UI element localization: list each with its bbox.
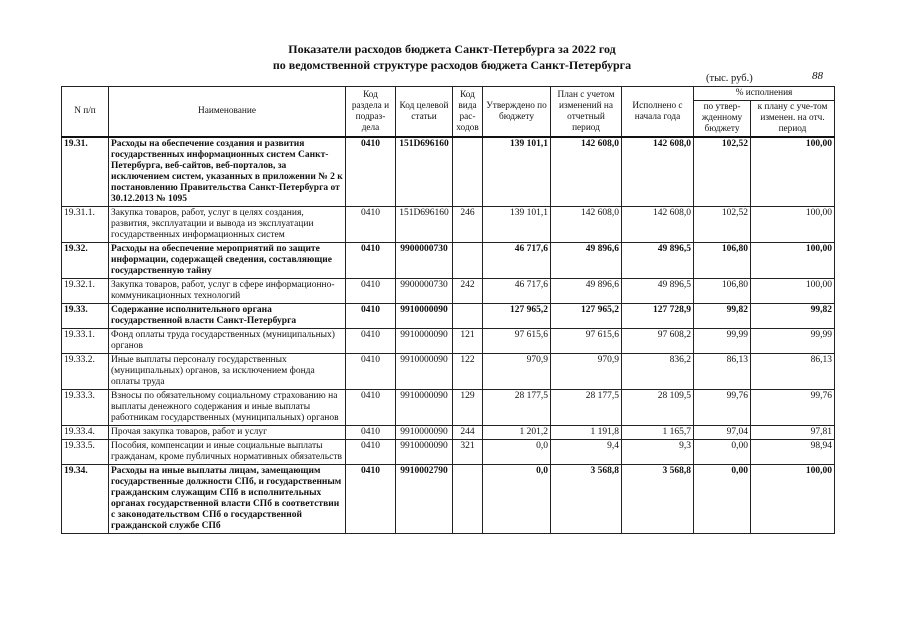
row-plan: 9,4 xyxy=(551,440,622,465)
row-num: 19.32. xyxy=(62,243,109,279)
row-name: Прочая закупка товаров, работ и услуг xyxy=(109,426,346,440)
header-name: Наименование xyxy=(109,87,346,138)
row-executed: 1 165,7 xyxy=(622,426,694,440)
row-kind-code: 242 xyxy=(453,279,483,304)
row-section-code: 0410 xyxy=(346,465,396,534)
row-num: 19.33.4. xyxy=(62,426,109,440)
row-approved: 127 965,2 xyxy=(483,304,551,329)
row-section-code: 0410 xyxy=(346,137,396,207)
row-num: 19.33.5. xyxy=(62,440,109,465)
row-executed: 28 109,5 xyxy=(622,390,694,426)
row-pct-budget: 102,52 xyxy=(694,207,751,243)
row-target-code: 9910000090 xyxy=(396,426,453,440)
row-section-code: 0410 xyxy=(346,390,396,426)
row-section-code: 0410 xyxy=(346,440,396,465)
row-executed: 3 568,8 xyxy=(622,465,694,534)
row-pct-budget: 0,00 xyxy=(694,440,751,465)
row-target-code: 9910000090 xyxy=(396,329,453,354)
row-pct-budget: 0,00 xyxy=(694,465,751,534)
row-section-code: 0410 xyxy=(346,426,396,440)
row-plan: 142 608,0 xyxy=(551,207,622,243)
row-pct-plan: 100,00 xyxy=(751,243,835,279)
row-pct-plan: 99,82 xyxy=(751,304,835,329)
row-executed: 836,2 xyxy=(622,354,694,390)
header-section: Код раздела и подраз-дела xyxy=(346,87,396,138)
table-row xyxy=(62,354,835,390)
row-num: 19.31.1. xyxy=(62,207,109,243)
row-target-code: 9910002790 xyxy=(396,465,453,534)
row-pct-plan: 99,76 xyxy=(751,390,835,426)
row-plan: 49 896,6 xyxy=(551,243,622,279)
header-plan: План с учетом изменений на отчетный период xyxy=(551,87,622,138)
header-pct-budget: по утвер-жденному бюджету xyxy=(694,101,751,138)
units-label: (тыс. руб.) xyxy=(706,73,753,84)
row-name: Расходы на обеспечение создания и развития государственных информационных систем Санкт-Петербурга, веб-сайтов, веб-порталов, за исключением систем, указанных в приложении № 2 к постановлению Правительства Санкт-Петербурга от 30.12.2013 № 1095 xyxy=(109,137,346,207)
row-target-code: 151D696160 xyxy=(396,137,453,207)
row-pct-plan: 100,00 xyxy=(751,279,835,304)
row-pct-budget: 99,76 xyxy=(694,390,751,426)
table-row xyxy=(62,440,835,465)
row-name: Расходы на обеспечение мероприятий по защите информации, содержащей сведения, составляющие государственную тайну xyxy=(109,243,346,279)
table-body xyxy=(62,137,835,534)
row-approved: 0,0 xyxy=(483,440,551,465)
row-name: Фонд оплаты труда государственных (муниципальных) органов xyxy=(109,329,346,354)
row-kind-code xyxy=(453,304,483,329)
header-approved: Утверждено по бюджету xyxy=(483,87,551,138)
row-target-code: 9900000730 xyxy=(396,279,453,304)
row-pct-budget: 86,13 xyxy=(694,354,751,390)
row-num: 19.31. xyxy=(62,137,109,207)
row-kind-code: 321 xyxy=(453,440,483,465)
row-name: Расходы на иные выплаты лицам, замещающим государственные должности СПб, и государственным гражданским служащим СПб в исполнительных органах государственной власти СПб в соответствии с законодательством СПб о государственной гражданской службе СПб xyxy=(109,465,346,534)
header-executed: Исполнено с начала года xyxy=(622,87,694,138)
row-num: 19.33.1. xyxy=(62,329,109,354)
row-target-code: 151D696160 xyxy=(396,207,453,243)
row-section-code: 0410 xyxy=(346,279,396,304)
row-pct-budget: 106,80 xyxy=(694,279,751,304)
row-plan: 1 191,8 xyxy=(551,426,622,440)
row-name: Взносы по обязательному социальному страхованию на выплаты денежного содержания и иные выплаты работникам государственных (муниципальных) органов xyxy=(109,390,346,426)
row-name: Содержание исполнительного органа государственной власти Санкт-Петербурга xyxy=(109,304,346,329)
row-executed: 49 896,5 xyxy=(622,279,694,304)
row-target-code: 9910000090 xyxy=(396,304,453,329)
row-kind-code xyxy=(453,465,483,534)
row-kind-code: 122 xyxy=(453,354,483,390)
row-plan: 3 568,8 xyxy=(551,465,622,534)
table-row xyxy=(62,304,835,329)
header-kind: Код вида рас-ходов xyxy=(453,87,483,138)
row-num: 19.34. xyxy=(62,465,109,534)
row-kind-code: 246 xyxy=(453,207,483,243)
report-title-line-1: Показатели расходов бюджета Санкт-Петербурга за 2022 год xyxy=(288,42,616,56)
table-row xyxy=(62,329,835,354)
row-section-code: 0410 xyxy=(346,207,396,243)
row-kind-code: 129 xyxy=(453,390,483,426)
row-plan: 142 608,0 xyxy=(551,137,622,207)
row-pct-budget: 106,80 xyxy=(694,243,751,279)
row-pct-plan: 97,81 xyxy=(751,426,835,440)
row-pct-plan: 100,00 xyxy=(751,207,835,243)
row-executed: 49 896,5 xyxy=(622,243,694,279)
row-approved: 97 615,6 xyxy=(483,329,551,354)
row-target-code: 9910000090 xyxy=(396,354,453,390)
row-target-code: 9910000090 xyxy=(396,440,453,465)
row-name: Закупка товаров, работ, услуг в целях создания, развития, эксплуатации и вывода из эксплуатации государственных информационных систем xyxy=(109,207,346,243)
row-approved: 0,0 xyxy=(483,465,551,534)
header-target: Код целевой статьи xyxy=(396,87,453,138)
header-pct-plan: к плану с уче-том изменен. на отч. период xyxy=(751,101,835,138)
row-pct-plan: 86,13 xyxy=(751,354,835,390)
row-section-code: 0410 xyxy=(346,329,396,354)
row-section-code: 0410 xyxy=(346,243,396,279)
row-approved: 46 717,6 xyxy=(483,243,551,279)
row-pct-budget: 99,82 xyxy=(694,304,751,329)
row-approved: 1 201,2 xyxy=(483,426,551,440)
row-num: 19.33.2. xyxy=(62,354,109,390)
row-executed: 9,3 xyxy=(622,440,694,465)
row-pct-plan: 99,99 xyxy=(751,329,835,354)
row-pct-plan: 100,00 xyxy=(751,465,835,534)
budget-table xyxy=(61,86,835,534)
report-title-line-2: по ведомственной структуре расходов бюджета Санкт-Петербурга xyxy=(272,58,632,72)
row-approved: 970,9 xyxy=(483,354,551,390)
table-row xyxy=(62,243,835,279)
row-executed: 142 608,0 xyxy=(622,207,694,243)
row-executed: 97 608,2 xyxy=(622,329,694,354)
table-row xyxy=(62,465,835,534)
row-target-code: 9900000730 xyxy=(396,243,453,279)
table-row xyxy=(62,207,835,243)
row-section-code: 0410 xyxy=(346,354,396,390)
row-plan: 28 177,5 xyxy=(551,390,622,426)
row-target-code: 9910000090 xyxy=(396,390,453,426)
row-executed: 142 608,0 xyxy=(622,137,694,207)
row-plan: 970,9 xyxy=(551,354,622,390)
table-row xyxy=(62,390,835,426)
row-kind-code: 244 xyxy=(453,426,483,440)
header-num: N п/п xyxy=(62,87,109,138)
header-percent: % исполнения xyxy=(694,87,835,101)
row-name: Иные выплаты персоналу государственных (муниципальных) органов, за исключением фонда оплаты труда xyxy=(109,354,346,390)
row-approved: 28 177,5 xyxy=(483,390,551,426)
table-row xyxy=(62,279,835,304)
row-num: 19.33.3. xyxy=(62,390,109,426)
table-row xyxy=(62,426,835,440)
row-num: 19.32.1. xyxy=(62,279,109,304)
table-row xyxy=(62,137,835,207)
row-plan: 49 896,6 xyxy=(551,279,622,304)
row-pct-budget: 102,52 xyxy=(694,137,751,207)
row-pct-budget: 97,04 xyxy=(694,426,751,440)
row-plan: 97 615,6 xyxy=(551,329,622,354)
row-kind-code xyxy=(453,137,483,207)
row-plan: 127 965,2 xyxy=(551,304,622,329)
row-approved: 139 101,1 xyxy=(483,137,551,207)
page-number: 88 xyxy=(812,70,823,82)
row-pct-plan: 100,00 xyxy=(751,137,835,207)
row-approved: 139 101,1 xyxy=(483,207,551,243)
row-pct-plan: 98,94 xyxy=(751,440,835,465)
row-name: Закупка товаров, работ, услуг в сфере информационно-коммуникационных технологий xyxy=(109,279,346,304)
row-approved: 46 717,6 xyxy=(483,279,551,304)
row-pct-budget: 99,99 xyxy=(694,329,751,354)
row-executed: 127 728,9 xyxy=(622,304,694,329)
row-kind-code: 121 xyxy=(453,329,483,354)
row-name: Пособия, компенсации и иные социальные выплаты гражданам, кроме публичных нормативных обязательств xyxy=(109,440,346,465)
row-kind-code xyxy=(453,243,483,279)
row-num: 19.33. xyxy=(62,304,109,329)
row-section-code: 0410 xyxy=(346,304,396,329)
